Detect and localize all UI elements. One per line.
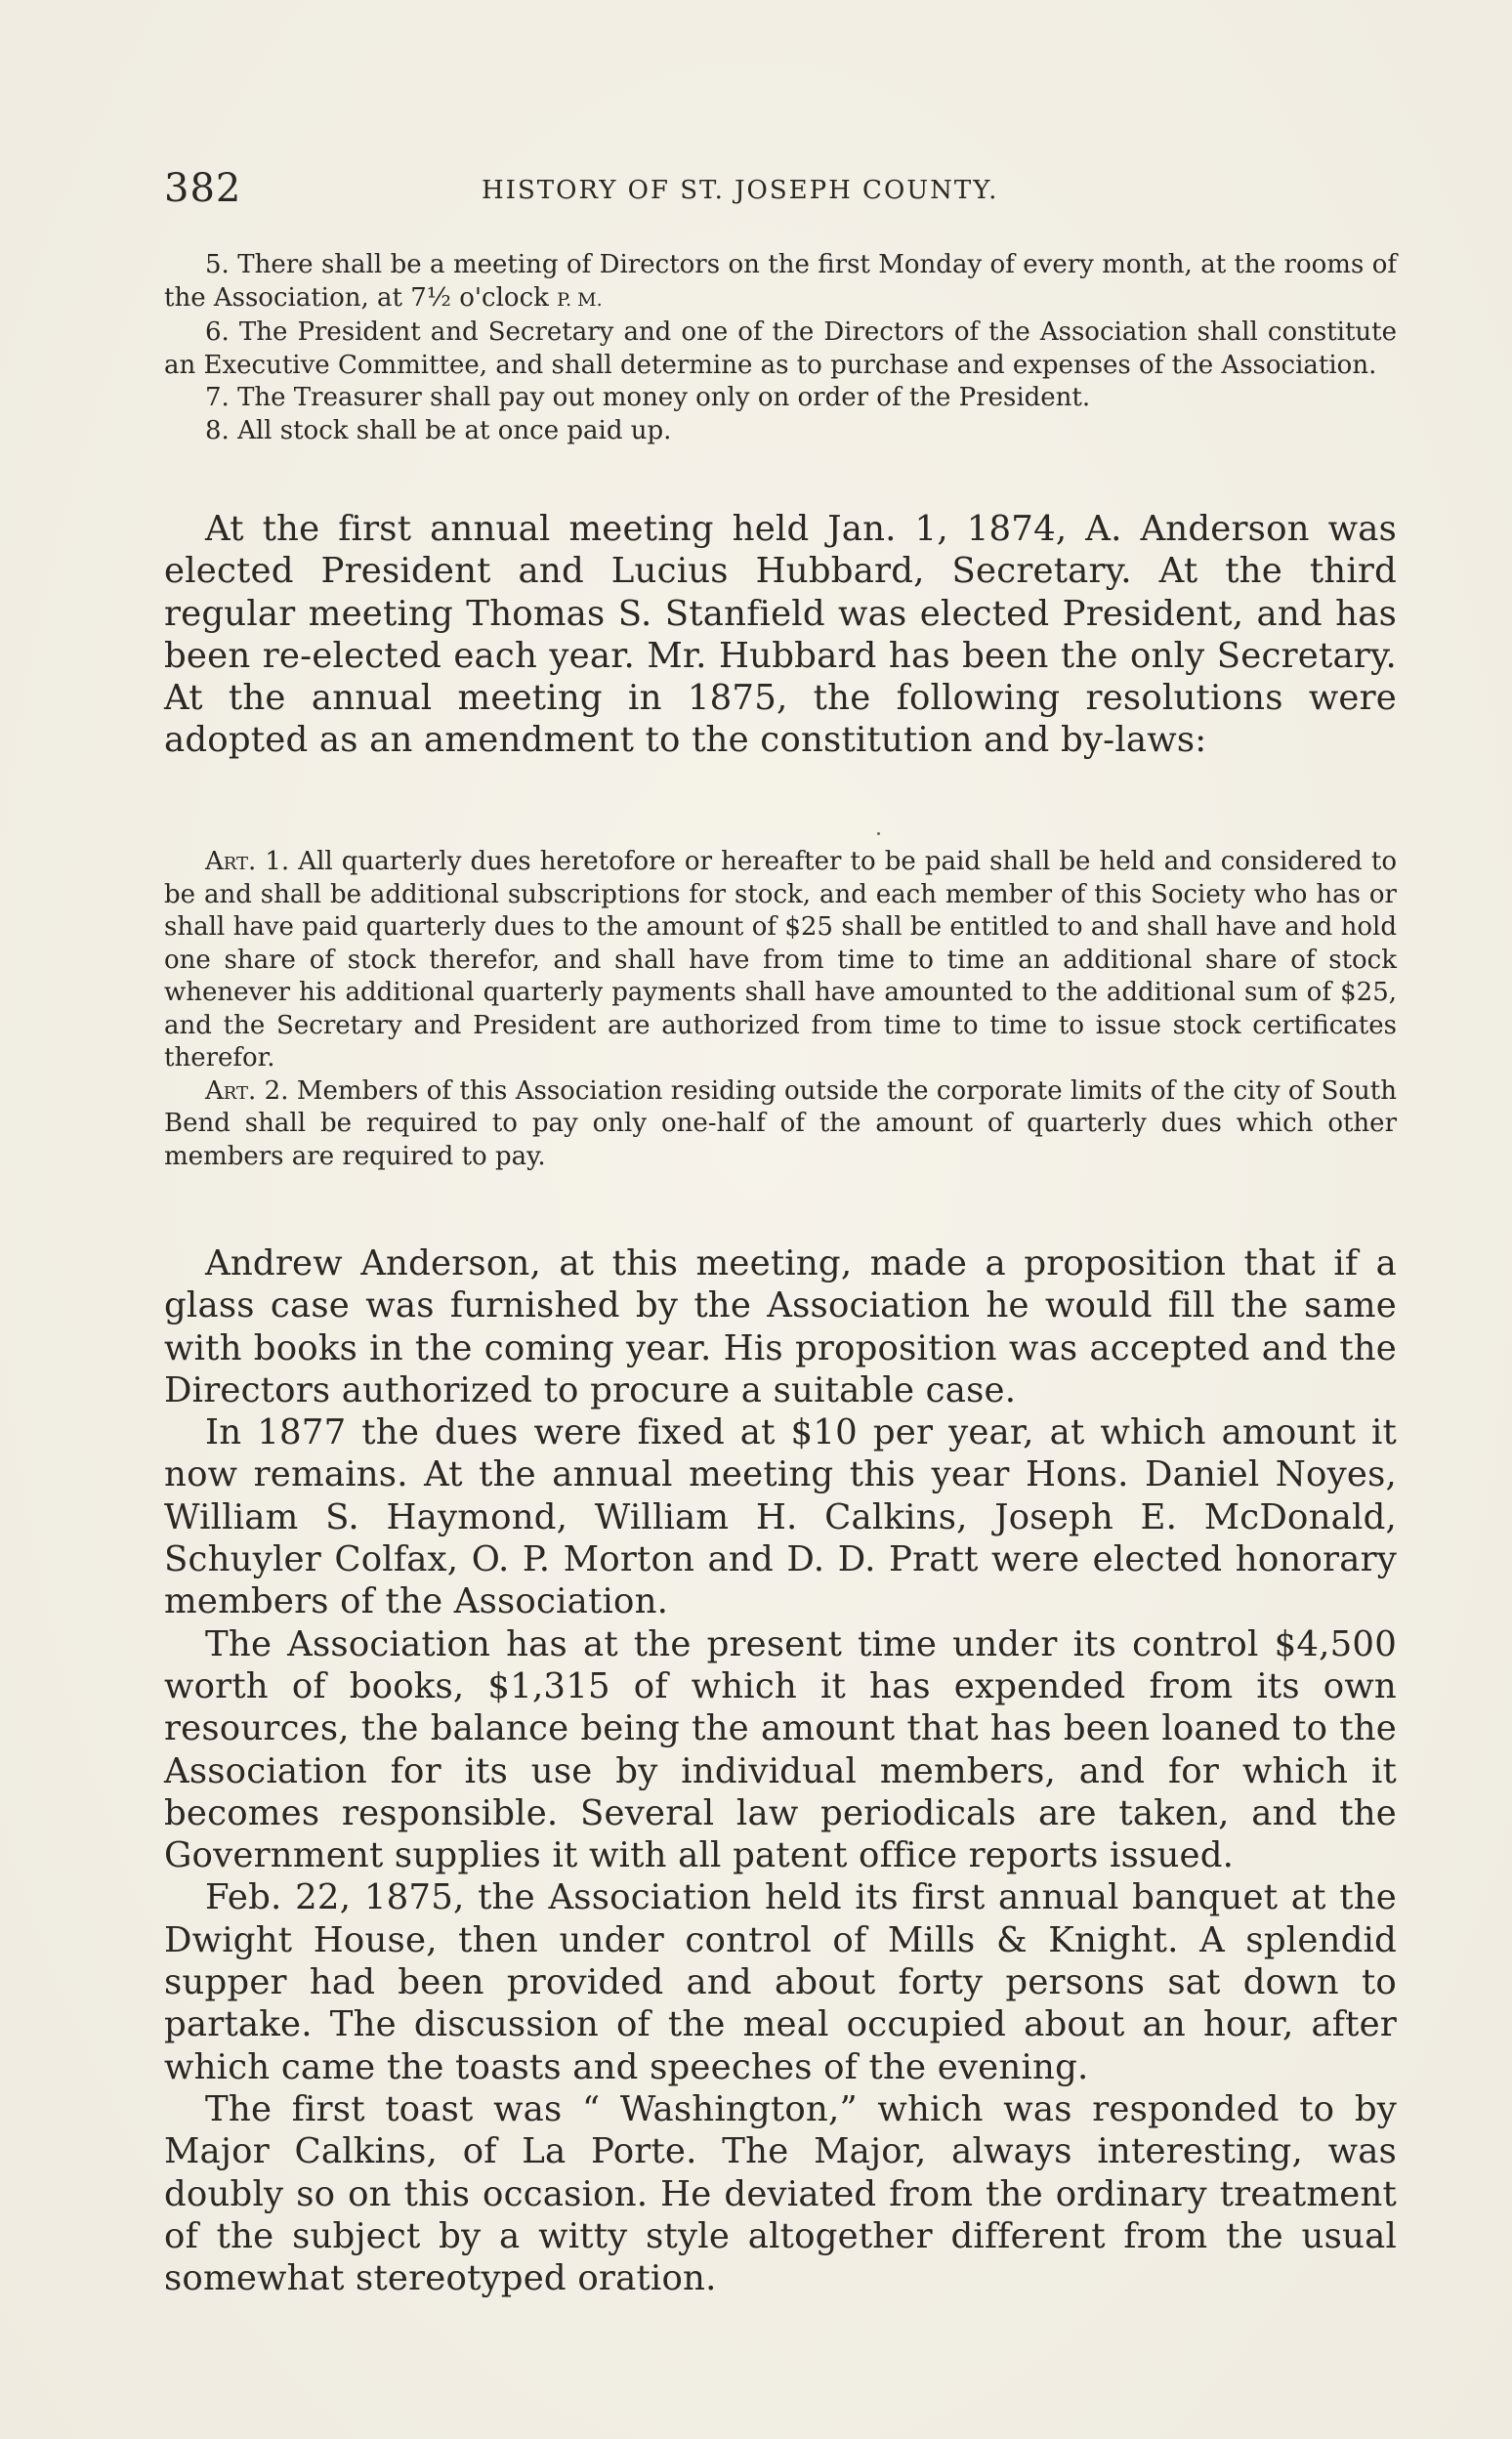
amendment-article (164, 846, 1397, 1075)
article-label: Art. 1. (205, 847, 290, 876)
article-label: Art. 2. (205, 1075, 289, 1106)
page-number: 382 (164, 166, 242, 211)
bylaw-item: 5. There shall be a meeting of Directors on the first Monday of every month, at the rooms of the Association, at 7½ o'clock P. M. (164, 250, 1397, 313)
meeting-section (164, 508, 1397, 762)
amendment-article (164, 1075, 1397, 1174)
article-text: All quarterly dues heretofore or hereafter to be paid shall be held and considered to be and shall be additional subscriptions for stock, and each member of this Society who has or shall have paid quarterly dues to the amount of $25 shall be entitled to and shall have and hold one share of stock therefor, and shall have from time to time an additional share of stock whenever his additional quarterly payments shall have amounted to the additional sum of $25, and the Secretary and President are authorized from time to time to issue stock certificates therefor. (164, 847, 1397, 1072)
amendment-section (164, 846, 1397, 1173)
page-header (164, 166, 1400, 215)
narrative-section (164, 1242, 1397, 2299)
article-text: Members of this Association residing outside the corporate limits of the city of South Bend shall be required to pay only one-half of the amount of quarterly dues which other members are required to pay. (164, 1075, 1397, 1171)
meeting-paragraph: At the first annual meeting held Jan. 1, 1874, A. Anderson was elected President and Lucius Hubbard, Secretary. At the third regular meeting Thomas S. Stanfield was elected President, and has been re-elected each year. Mr. Hubbard has been the only Secretary. At the annual meeting in 1875, the following resolutions were adopted as an amendment to the constitution and by-laws: (164, 509, 1397, 761)
running-head: HISTORY OF ST. JOSEPH COUNTY. (482, 176, 999, 205)
bylaw-item: 6. The President and Secretary and one of the Directors of the Association shall constitute an Executive Committee, and shall determine as to purchase and expenses of the Association. (164, 317, 1397, 380)
time-suffix: P. M. (557, 288, 603, 311)
bylaw-item: 8. All stock shall be at once paid up. (205, 415, 672, 445)
bylaws-section (164, 249, 1397, 447)
bylaw-item: 7. The Treasurer shall pay out money only on order of the President. (205, 383, 1091, 412)
narrative-paragraph: Andrew Anderson, at this meeting, made a proposition that if a glass case was furnished by the Association he would fill the same with books in the coming year. His proposition was accepted and the Directors authorized to procure a suitable case. (164, 1243, 1397, 1410)
narrative-paragraph: The first toast was “ Washington,” which was responded to by Major Calkins, of La Porte. The Major, always interesting, was doubly so on this occasion. He deviated from the ordinary treatment of the subject by a witty style altogether different from the usual somewhat stereotyped oration. (164, 2088, 1397, 2299)
narrative-paragraph: In 1877 the dues were fixed at $10 per year, at which amount it now remains. At the annual meeting this year Hons. Daniel Noyes, William S. Haymond, William H. Calkins, Joseph E. McDonald, Schuyler Colfax, O. P. Morton and D. D. Pratt were elected honorary members of the Association. (164, 1412, 1397, 1622)
narrative-paragraph: Feb. 22, 1875, the Association held its first annual banquet at the Dwight House, then under control of Mills & Knight. A splendid supper had been provided and about forty persons sat down to partake. The discussion of the meal occupied about an hour, after which came the toasts and speeches of the evening. (164, 1877, 1397, 2087)
narrative-paragraph: The Association has at the present time under its control $4,500 worth of books, $1,315 of which it has expended from its own resources, the balance being the amount that has been loaned to the Association for its use by individual members, and for which it becomes responsible. Several law periodicals are taken, and the Government supplies it with all patent office reports issued. (164, 1623, 1397, 1876)
print-speck (877, 832, 880, 835)
